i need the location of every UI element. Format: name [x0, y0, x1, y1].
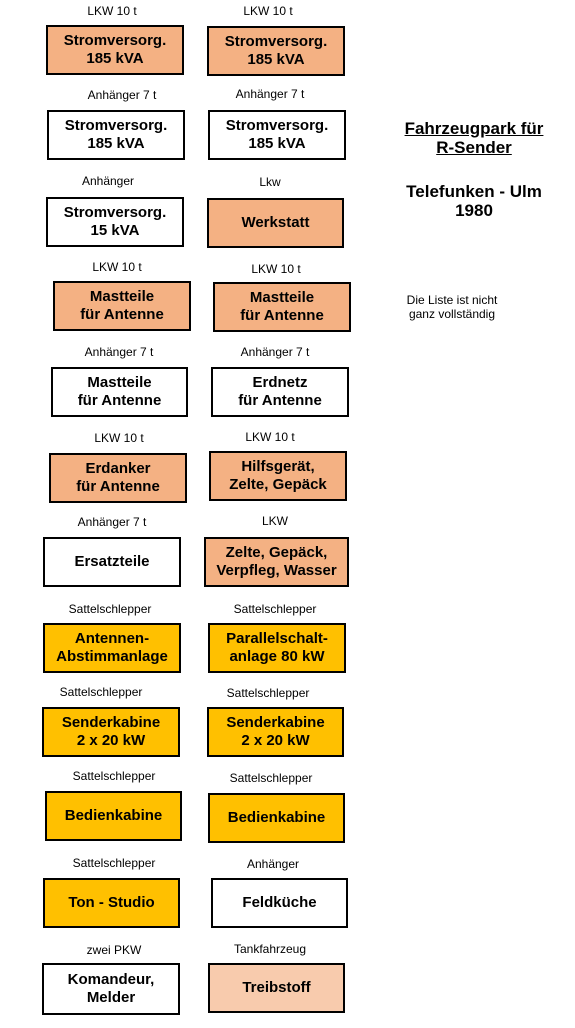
vehicle-box: Bedienkabine: [45, 791, 182, 841]
note-line-2: ganz vollständig: [408, 307, 496, 321]
vehicle-box: Werkstatt: [207, 198, 344, 248]
vehicle-type-label: Sattelschlepper: [59, 685, 143, 699]
vehicle-box: Feldküche: [211, 878, 348, 928]
vehicle-type-label: LKW 10 t: [243, 4, 293, 18]
vehicle-box: Stromversorg. 15 kVA: [46, 197, 184, 247]
vehicle-type-label: Sattelschlepper: [229, 771, 313, 785]
chart-title: [405, 119, 544, 157]
vehicle-box: Komandeur, Melder: [42, 963, 180, 1015]
vehicle-type-label: Sattelschlepper: [233, 602, 317, 616]
vehicle-box: Mastteile für Antenne: [51, 367, 188, 417]
vehicle-type-label: Tankfahrzeug: [233, 942, 307, 956]
vehicle-type-label: zwei PKW: [86, 943, 142, 957]
vehicle-type-label: Sattelschlepper: [68, 602, 152, 616]
vehicle-type-label: LKW 10 t: [245, 430, 295, 444]
vehicle-box: Senderkabine 2 x 20 kW: [42, 707, 180, 757]
vehicle-type-label: Anhänger 7 t: [235, 87, 305, 101]
vehicle-box: Senderkabine 2 x 20 kW: [207, 707, 344, 757]
vehicle-box: Ersatzteile: [43, 537, 181, 587]
vehicle-type-label: Sattelschlepper: [72, 769, 156, 783]
vehicle-type-label: Anhänger 7 t: [77, 515, 147, 529]
vehicle-box: Parallelschalt- anlage 80 kW: [208, 623, 346, 673]
vehicle-type-label: Anhänger 7 t: [87, 88, 157, 102]
vehicle-box: Zelte, Gepäck, Verpfleg, Wasser: [204, 537, 349, 587]
vehicle-box: Stromversorg. 185 kVA: [208, 110, 346, 160]
title-line-1: Fahrzeugpark für: [404, 119, 544, 138]
chart-subtitle: [406, 182, 542, 220]
note-line-1: Die Liste ist nicht: [406, 293, 498, 307]
vehicle-box: Stromversorg. 185 kVA: [46, 25, 184, 75]
subtitle-line-2: 1980: [455, 201, 493, 220]
vehicle-type-label: Lkw: [259, 175, 281, 189]
vehicle-box: Stromversorg. 185 kVA: [47, 110, 185, 160]
vehicle-type-label: LKW 10 t: [87, 4, 137, 18]
subtitle-line-1: Telefunken - Ulm: [406, 182, 542, 201]
vehicle-box: Stromversorg. 185 kVA: [207, 26, 345, 76]
vehicle-box: Erdanker für Antenne: [49, 453, 187, 503]
vehicle-box: Bedienkabine: [208, 793, 345, 843]
vehicle-box: Antennen- Abstimmanlage: [43, 623, 181, 673]
vehicle-type-label: Anhänger 7 t: [84, 345, 154, 359]
title-line-2: R-Sender: [436, 138, 512, 157]
vehicle-type-label: LKW 10 t: [94, 431, 144, 445]
vehicle-box: Mastteile für Antenne: [213, 282, 351, 332]
vehicle-box: Hilfsgerät, Zelte, Gepäck: [209, 451, 347, 501]
vehicle-type-label: Anhänger: [246, 857, 300, 871]
vehicle-type-label: Sattelschlepper: [226, 686, 310, 700]
vehicle-type-label: LKW 10 t: [92, 260, 142, 274]
vehicle-type-label: Sattelschlepper: [72, 856, 156, 870]
vehicle-box: Treibstoff: [208, 963, 345, 1013]
vehicle-type-label: Anhänger: [81, 174, 135, 188]
vehicle-box: Ton - Studio: [43, 878, 180, 928]
list-note: [407, 293, 498, 321]
vehicle-box: Erdnetz für Antenne: [211, 367, 349, 417]
vehicle-box: Mastteile für Antenne: [53, 281, 191, 331]
vehicle-type-label: Anhänger 7 t: [240, 345, 310, 359]
vehicle-type-label: LKW 10 t: [251, 262, 301, 276]
vehicle-type-label: LKW: [261, 514, 289, 528]
